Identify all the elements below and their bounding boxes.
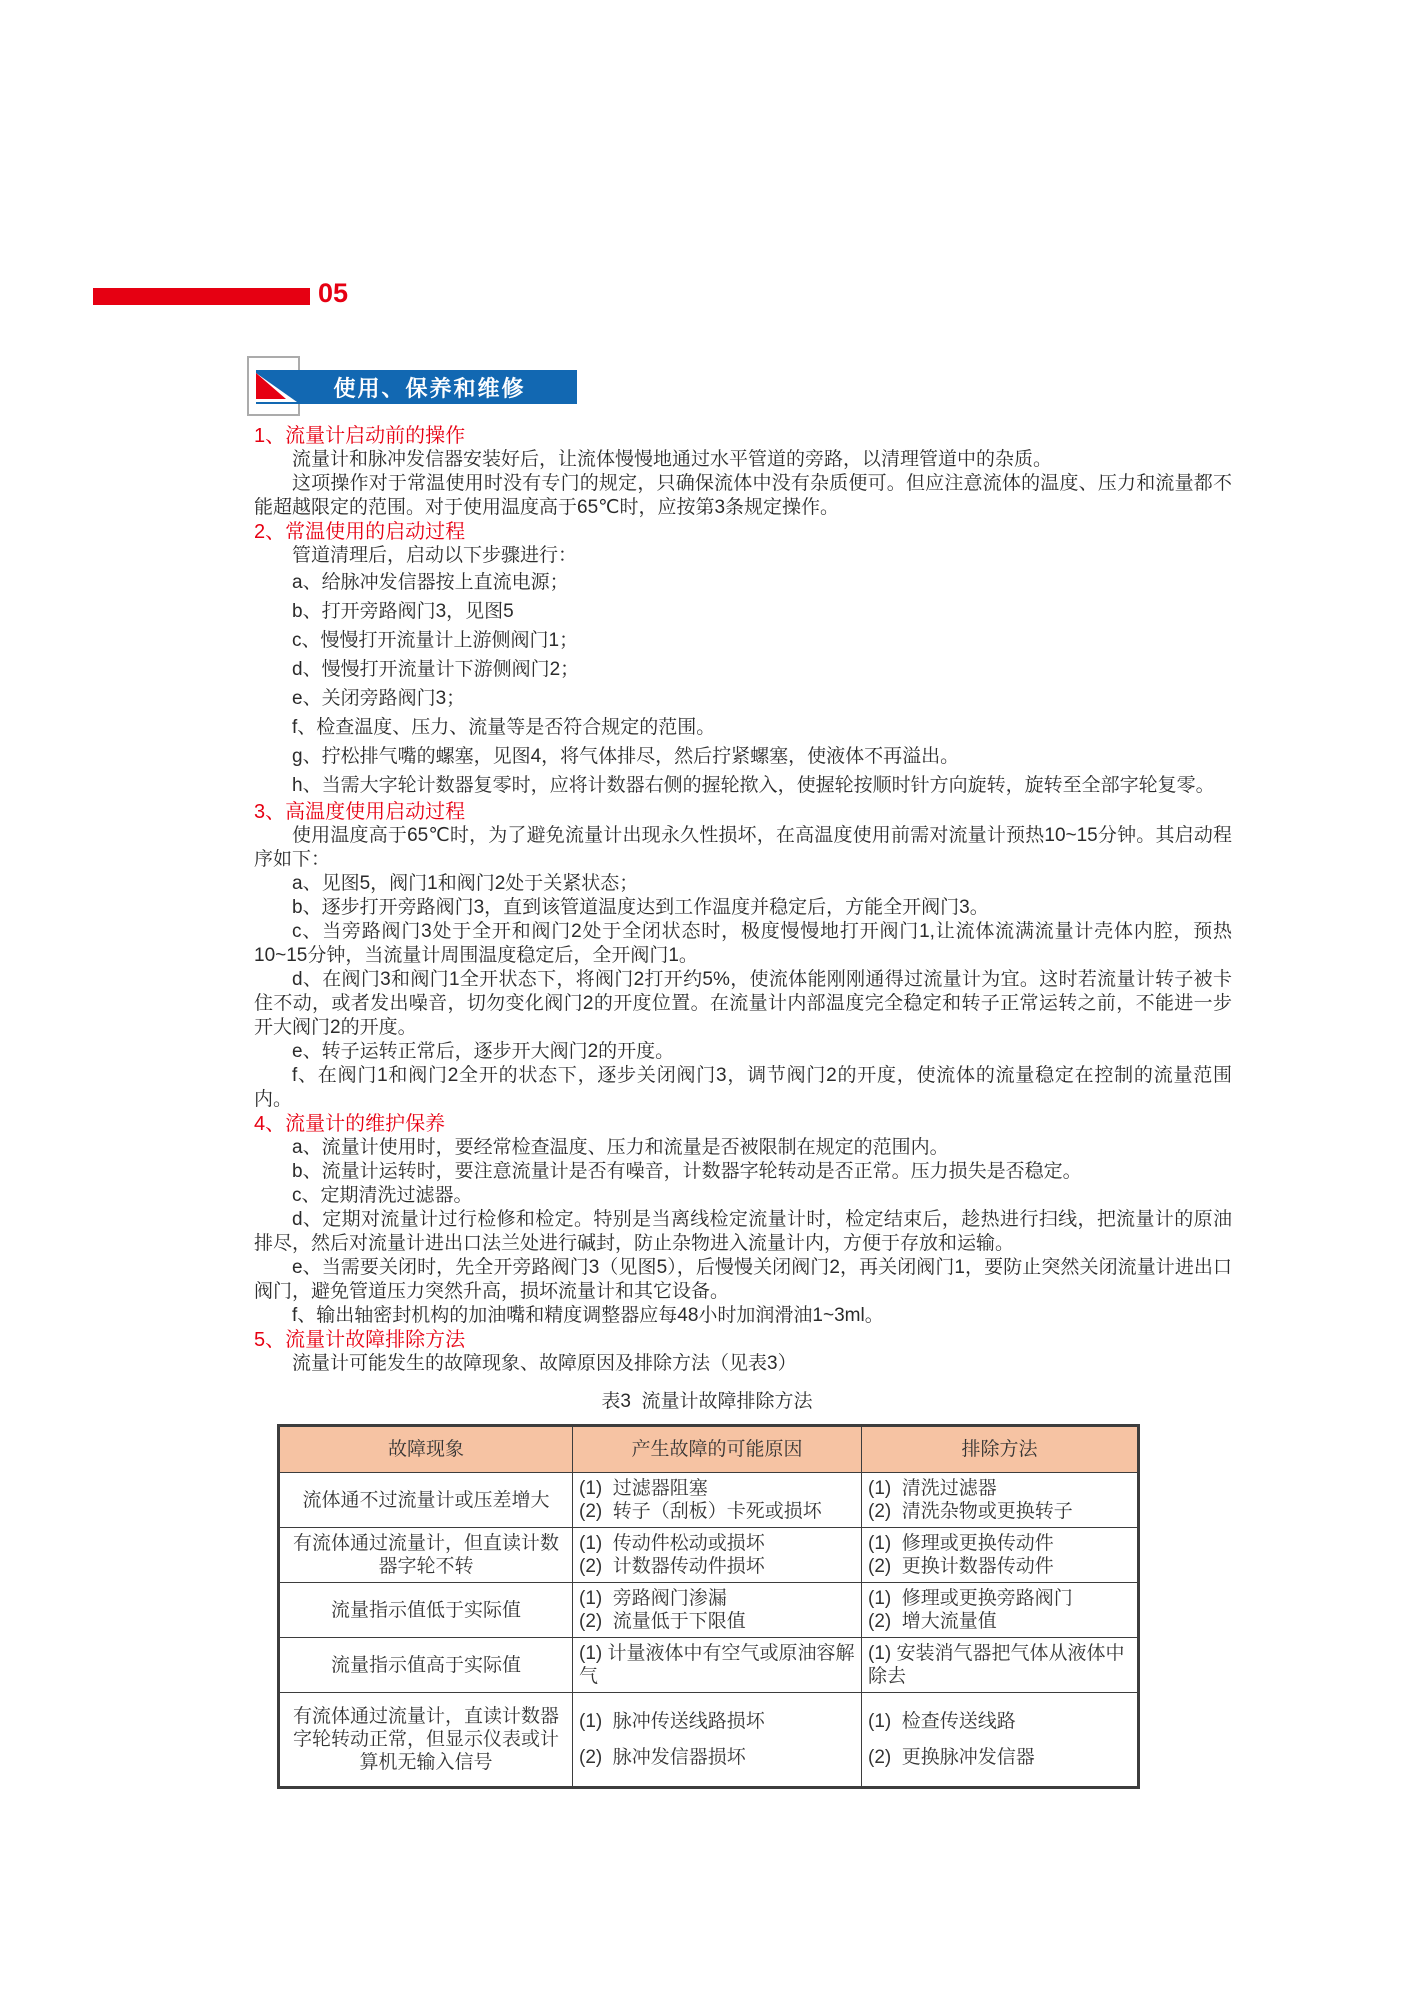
- list-item: e、当需要关闭时，先全开旁路阀门3（见图5），后慢慢关闭阀门2，再关闭阀门1，要防止突然关闭流量计进出口阀门，避免管道压力突然升高，损坏流量计和其它设备。: [254, 1257, 1232, 1302]
- cell-phenomenon: 流量指示值高于实际值: [279, 1638, 573, 1693]
- banner-title: 使用、保养和维修: [333, 375, 526, 401]
- section-heading: 4、流量计的维护保养: [254, 1113, 446, 1135]
- section-heading: 2、常温使用的启动过程: [254, 521, 466, 543]
- cell-phenomenon: 流体通不过流量计或压差增大: [279, 1473, 573, 1528]
- list-item: b、逐步打开旁路阀门3，直到该管道温度达到工作温度并稳定后，方能全开阀门3。: [292, 897, 989, 918]
- cell-cause: [573, 1473, 862, 1528]
- list-item: c、当旁路阀门3处于全开和阀门2处于全闭状态时，极度慢慢地打开阀门1,让流体流满流量计壳体内腔，预热10~15分钟，当流量计周围温度稳定后，全开阀门1。: [254, 921, 1232, 966]
- cell-list-item: (2) 清洗杂物或更换转子: [868, 1501, 1073, 1522]
- cell-cause: [573, 1638, 862, 1693]
- section: [254, 1328, 1232, 1376]
- list-item: d、慢慢打开流量计下游侧阀门2；: [292, 659, 580, 680]
- cell-list-item: (1) 清洗过滤器: [868, 1478, 997, 1499]
- table-row: [279, 1473, 1139, 1528]
- col-header-remedy: 排除方法: [862, 1426, 1139, 1473]
- page-number: 05: [318, 278, 349, 308]
- section-heading: 5、流量计故障排除方法: [254, 1329, 466, 1351]
- table-row: [279, 1693, 1139, 1788]
- cell-remedy: [862, 1528, 1139, 1583]
- cell-list-item: (1) 修理或更换传动件: [868, 1533, 1054, 1554]
- content: [254, 424, 1232, 1789]
- cell-remedy: [862, 1583, 1139, 1638]
- list-item: g、拧松排气嘴的螺塞，见图4，将气体排尽，然后拧紧螺塞，使液体不再溢出。: [292, 746, 960, 767]
- red-triangle-icon: [256, 373, 298, 402]
- cell-list-item: (2) 更换脉冲发信器: [868, 1747, 1035, 1768]
- cell-list-item: (2) 增大流量值: [868, 1611, 997, 1632]
- cell-cause: [573, 1583, 862, 1638]
- table-header-row: [279, 1426, 1139, 1473]
- paragraph: 使用温度高于65℃时，为了避免流量计出现永久性损坏，在高温度使用前需对流量计预热10~15分钟。其启动程序如下：: [254, 825, 1232, 870]
- cell-list-item: (1) 脉冲传送线路损坏: [579, 1711, 765, 1732]
- cell-phenomenon: 有流体通过流量计，但直读计数器字轮不转: [279, 1528, 573, 1583]
- section-heading: 3、高温度使用启动过程: [254, 801, 466, 823]
- cell-list-item: (2) 脉冲发信器损坏: [579, 1747, 746, 1768]
- page-number-bar: [93, 288, 310, 305]
- cell-list-item: (2) 转子（刮板）卡死或损坏: [579, 1501, 822, 1522]
- list-item: c、慢慢打开流量计上游侧阀门1；: [292, 630, 579, 651]
- cell-list-item: (1) 计量液体中有空气或原油容解气: [579, 1643, 855, 1687]
- cell-list-item: (1) 旁路阀门渗漏: [579, 1588, 727, 1609]
- section: [254, 800, 1232, 1112]
- col-header-cause: 产生故障的可能原因: [573, 1426, 862, 1473]
- table-row: [279, 1528, 1139, 1583]
- section: [254, 424, 1232, 520]
- cell-list-item: (1) 安装消气器把气体从液体中除去: [868, 1643, 1125, 1687]
- cell-list-item: (1) 修理或更换旁路阀门: [868, 1588, 1073, 1609]
- cell-list-item: (1) 检查传送线路: [868, 1711, 1016, 1732]
- list-item: e、关闭旁路阀门3；: [292, 688, 466, 709]
- fault-table: [277, 1424, 1140, 1789]
- list-item: b、流量计运转时，要注意流量计是否有噪音，计数器字轮转动是否正常。压力损失是否稳定。: [292, 1161, 1082, 1182]
- list-item: b、打开旁路阀门3，见图5: [292, 601, 514, 622]
- table-row: [279, 1638, 1139, 1693]
- cell-cause: [573, 1693, 862, 1788]
- cell-remedy: [862, 1693, 1139, 1788]
- cell-list-item: (2) 流量低于下限值: [579, 1611, 746, 1632]
- cell-remedy: [862, 1638, 1139, 1693]
- list-item: a、给脉冲发信器按上直流电源；: [292, 572, 569, 593]
- cell-list-item: (1) 传动件松动或损坏: [579, 1533, 765, 1554]
- paragraph: 流量计和脉冲发信器安装好后，让流体慢慢地通过水平管道的旁路，以清理管道中的杂质。: [292, 449, 1053, 470]
- table-caption: 表3 流量计故障排除方法: [601, 1391, 813, 1412]
- cell-cause: [573, 1528, 862, 1583]
- cell-phenomenon: 有流体通过流量计，直读计数器字轮转动正常，但显示仪表或计算机无输入信号: [279, 1693, 573, 1788]
- paragraph: 流量计可能发生的故障现象、故障原因及排除方法（见表3）: [292, 1353, 797, 1374]
- cell-list-item: (1) 过滤器阻塞: [579, 1478, 708, 1499]
- paragraph: 管道清理后，启动以下步骤进行：: [292, 545, 578, 566]
- section: [254, 1112, 1232, 1328]
- list-item: h、当需大字轮计数器复零时，应将计数器右侧的握轮揿入，使握轮按顺时针方向旋转，旋转至全部字轮复零。: [292, 775, 1215, 796]
- section: [254, 520, 1232, 800]
- col-header-phenomenon: 故障现象: [279, 1426, 573, 1473]
- list-item: d、在阀门3和阀门1全开状态下，将阀门2打开约5%，使流体能刚刚通得过流量计为宜。这时若流量计转子被卡住不动，或者发出噪音，切勿变化阀门2的开度位置。在流量计内部温度完全稳定和转子正常运转之前，不能进一步开大阀门2的开度。: [254, 969, 1232, 1038]
- list-item: f、检查温度、压力、流量等是否符合规定的范围。: [292, 717, 716, 738]
- list-item: a、见图5，阀门1和阀门2处于关紧状态；: [292, 873, 639, 894]
- cell-phenomenon: 流量指示值低于实际值: [279, 1583, 573, 1638]
- cell-remedy: [862, 1473, 1139, 1528]
- list-item: e、转子运转正常后，逐步开大阀门2的开度。: [292, 1041, 675, 1062]
- list-item: c、定期清洗过滤器。: [292, 1185, 473, 1206]
- list-item: f、输出轴密封机构的加油嘴和精度调整器应每48小时加润滑油1~3ml。: [292, 1305, 884, 1326]
- section-heading: 1、流量计启动前的操作: [254, 425, 466, 447]
- paragraph: 这项操作对于常温使用时没有专门的规定，只确保流体中没有杂质便可。但应注意流体的温度、压力和流量都不能超越限定的范围。对于使用温度高于65℃时，应按第3条规定操作。: [254, 473, 1232, 518]
- list-item: a、流量计使用时，要经常检查温度、压力和流量是否被限制在规定的范围内。: [292, 1137, 949, 1158]
- table-row: [279, 1583, 1139, 1638]
- list-item: f、在阀门1和阀门2全开的状态下，逐步关闭阀门3，调节阀门2的开度，使流体的流量稳定在控制的流量范围内。: [254, 1065, 1232, 1110]
- list-item: d、定期对流量计过行检修和检定。特别是当离线检定流量计时，检定结束后，趁热进行扫线，把流量计的原油排尽，然后对流量计进出口法兰处进行碱封，防止杂物进入流量计内，方便于存放和运输。: [254, 1209, 1232, 1254]
- section-banner: [256, 370, 577, 404]
- cell-list-item: (2) 更换计数器传动件: [868, 1556, 1054, 1577]
- cell-list-item: (2) 计数器传动件损坏: [579, 1556, 765, 1577]
